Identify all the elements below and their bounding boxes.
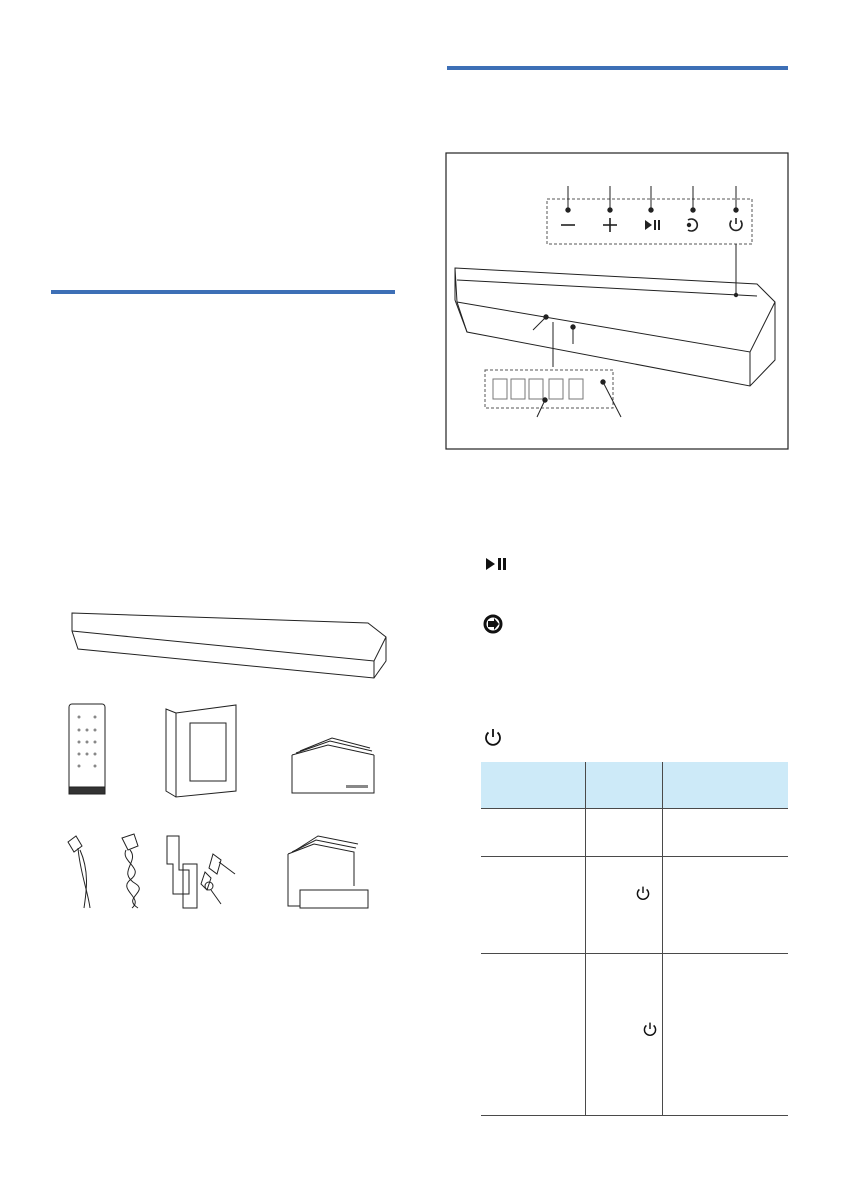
table-standby-icon <box>642 1021 658 1037</box>
table-divider <box>481 1115 788 1116</box>
table-column-divider <box>662 762 663 1116</box>
soundbar-illustration <box>68 603 393 683</box>
indicator-table <box>481 762 788 1116</box>
table-divider <box>481 953 788 954</box>
table-divider <box>481 856 788 857</box>
table-standby-icon <box>635 885 651 901</box>
user-documents-illustration <box>284 834 374 914</box>
standby-icon <box>483 727 503 747</box>
power-cord-illustration <box>60 832 150 912</box>
quick-start-guide-illustration <box>288 737 378 797</box>
section-rule-left <box>51 290 395 294</box>
remote-control-illustration <box>67 702 107 797</box>
source-icon <box>483 614 503 634</box>
main-unit-figure <box>445 152 790 450</box>
table-column-divider <box>585 762 586 1116</box>
subwoofer-illustration <box>162 703 242 798</box>
wall-mount-bracket-illustration <box>163 834 243 914</box>
section-rule-right <box>447 66 788 70</box>
table-divider <box>481 808 788 809</box>
play-pause-icon <box>484 556 508 572</box>
table-header-row <box>481 762 788 808</box>
